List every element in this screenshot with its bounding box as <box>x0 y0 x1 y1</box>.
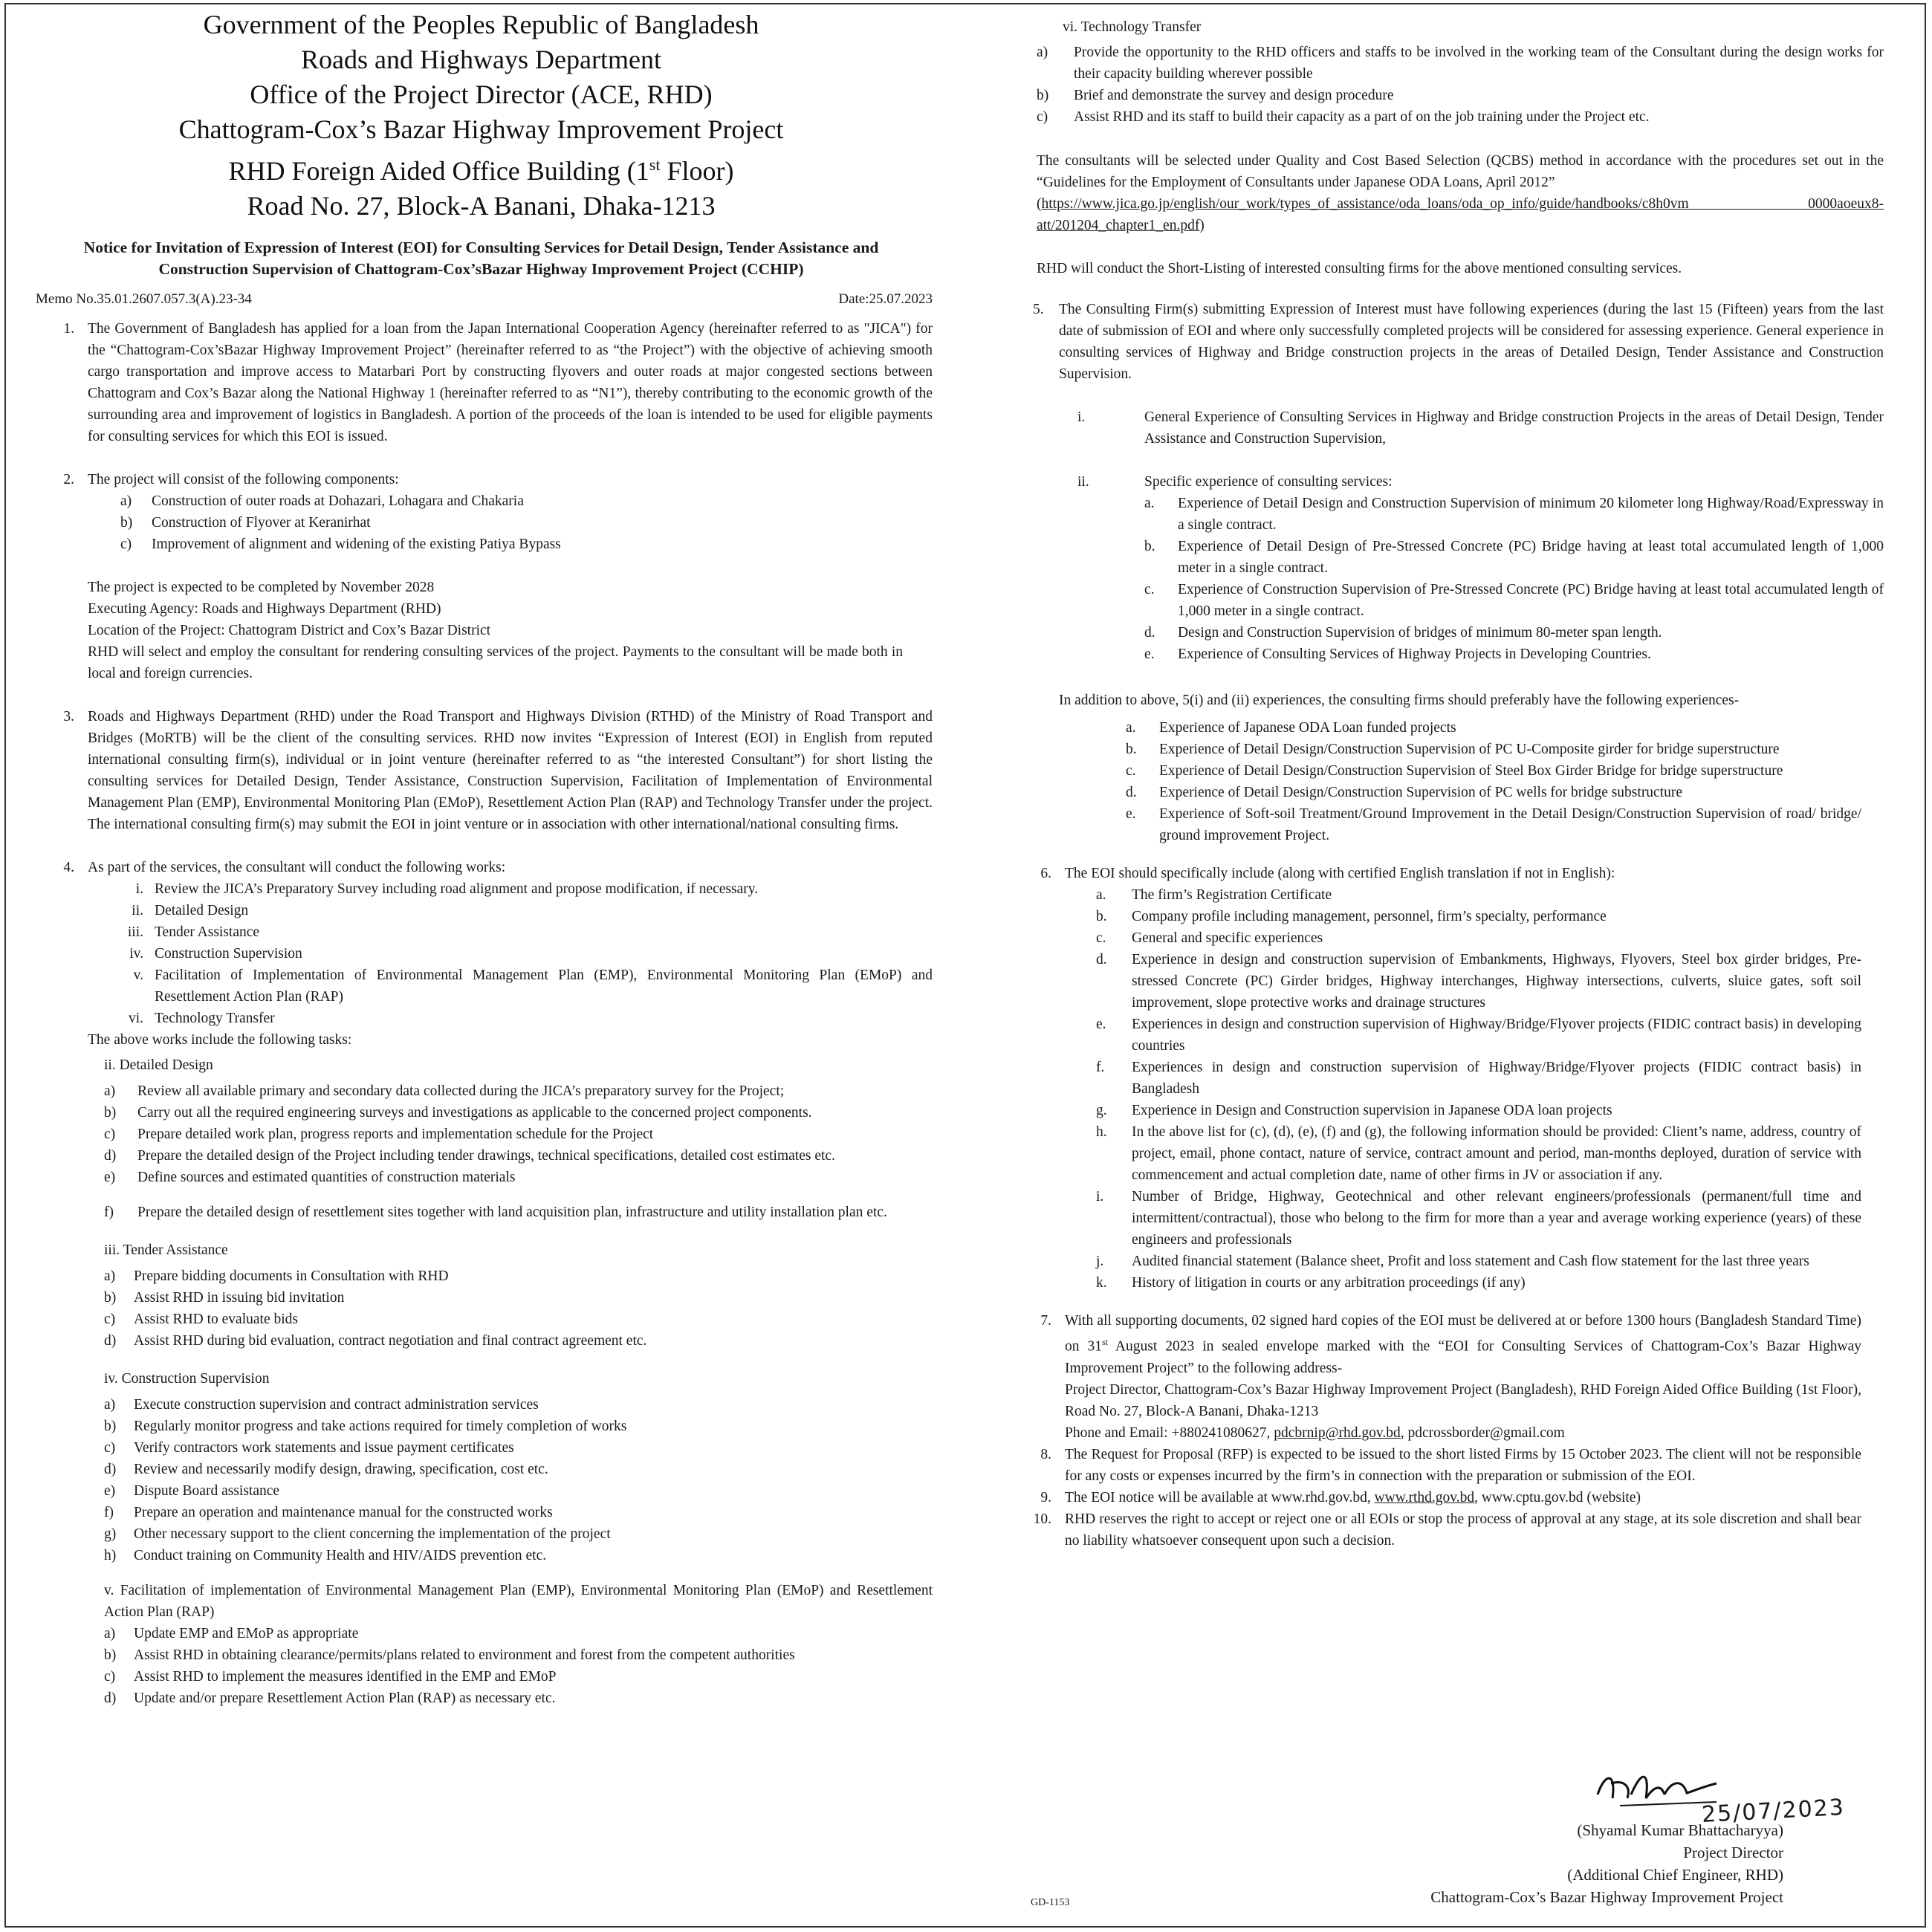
item-text: Experience of Consulting Services of Highway Projects in Developing Countries. <box>1178 646 1651 662</box>
memo-date: Date:25.07.2023 <box>838 291 933 307</box>
section-5-details <box>1029 406 1884 846</box>
item-label: b) <box>104 1419 117 1434</box>
section-number: 7. <box>1040 1313 1051 1329</box>
list-item <box>1037 85 1884 106</box>
item-text: Audited financial statement (Balance sheet, Profit and loss statement and Cash flow statement for the last three years <box>1132 1254 1809 1269</box>
works-list <box>88 878 933 1029</box>
list-item <box>104 1666 933 1688</box>
list-item <box>104 1330 933 1352</box>
item-text: Experience of Japanese ODA Loan funded projects <box>1159 720 1456 736</box>
item-text: Review all available primary and secondary data collected during the JICA’s preparatory survey for the Project; <box>137 1083 785 1099</box>
contact-prefix: Phone and Email: +880241080627, <box>1065 1424 1274 1441</box>
item-label: b. <box>1096 909 1107 924</box>
item-label: c. <box>1144 582 1155 597</box>
item-label: d. <box>1126 785 1137 800</box>
list-item <box>1126 717 1861 739</box>
item-label: i. <box>1096 1189 1104 1205</box>
item-label: i. <box>1077 409 1086 425</box>
list-item <box>104 1480 933 1502</box>
item-label: c) <box>104 1440 116 1456</box>
list-item <box>1096 1186 1861 1251</box>
item-label: vi. <box>128 1011 143 1026</box>
item-text: Facilitation of Implementation of Environmental Management Plan (EMP), Environmental Monitoring Plan (EMoP) and Resettlement Action Plan (RAP) <box>155 967 933 1005</box>
list-item <box>104 1265 933 1287</box>
item-label: b) <box>104 1290 117 1306</box>
item-text: Construction of Flyover at Keranirhat <box>152 515 371 531</box>
item-label: a) <box>104 1397 116 1413</box>
letterhead-line: Government of the Peoples Republic of Bangladesh <box>203 10 759 39</box>
environment-list <box>104 1623 933 1709</box>
item-label: e. <box>1096 1017 1106 1032</box>
section-body <box>1065 1487 1861 1508</box>
item-label: h. <box>1096 1124 1107 1140</box>
list-item <box>104 1523 933 1545</box>
detailed-design-list <box>104 1080 933 1223</box>
list-item <box>104 1145 933 1167</box>
tasks-block <box>30 1054 933 1709</box>
list-item <box>104 1287 933 1309</box>
email-link[interactable]: pdcbrnip@rhd.gov.bd <box>1274 1424 1401 1441</box>
specific-list <box>1059 493 1884 665</box>
section-number: 8. <box>1040 1446 1051 1462</box>
item-label: i. <box>135 881 143 897</box>
item-label: b. <box>1144 539 1155 554</box>
section-9 <box>1029 1487 1884 1508</box>
list-item <box>104 1309 933 1330</box>
list-item <box>104 1623 933 1644</box>
section-number: 1. <box>63 321 74 337</box>
list-item <box>88 965 933 1008</box>
item-text: Prepare detailed work plan, progress reports and implementation schedule for the Project <box>137 1127 654 1142</box>
item-label: c. <box>1126 763 1136 779</box>
addition-text: In addition to above, 5(i) and (ii) experiences, the consulting firms should preferably have the following experiences- <box>1059 693 1740 708</box>
letterhead-line <box>30 147 933 189</box>
item-text: Assist RHD to evaluate bids <box>134 1312 298 1327</box>
section-number: 3. <box>63 709 74 724</box>
delivery-text <box>1065 1310 1861 1379</box>
list-item <box>1144 579 1884 622</box>
item-label: a. <box>1096 887 1106 903</box>
item-text: Prepare the detailed design of the Project including tender drawings, technical specifications, detailed cost estimates etc. <box>137 1148 835 1164</box>
component-list <box>88 490 933 555</box>
signatory-title: Project Director <box>1683 1844 1783 1861</box>
item-text: Number of Bridge, Highway, Geotechnical and other relevant engineers/professionals (permanent/full time and intermittent/contractual), those who belong to the firm for more than a year and average working experience (years) of these engineers and professionals <box>1132 1189 1861 1248</box>
item-label: h) <box>104 1548 117 1563</box>
signature-block <box>1430 1819 1783 1908</box>
section-number: 4. <box>63 860 74 875</box>
contact-separator: , <box>1400 1424 1408 1441</box>
list-item <box>1037 106 1884 128</box>
list-item <box>88 1008 933 1029</box>
section-text: The Government of Bangladesh has applied for a loan from the Japan International Cooperation Agency (hereinafter referred to as "JICA") for the “Chattogram-Cox’sBazar Highway Improvement Project” (hereinafter referred to as “the Project”) with the objective of achieving smooth cargo transportation and improve access to Matarbari Port by constructing flyovers and outer roads at major congested sections between Chattogram and Cox’s Bazar along the National Highway 1 (hereinafter referred to as “N1”), thereby contributing to the economic growth of the surrounding area and improvement of logistics in Bangladesh. A portion of the proceeds of the loan is intended to be used for eligible payments for consulting services for which this EOI is issued. <box>88 321 933 444</box>
list-item <box>1144 536 1884 579</box>
delivery-address: Project Director, Chattogram-Cox’s Bazar Highway Improvement Project (Bangladesh), RHD Foreign Aided Office Building (1st Floor), Road No. 27, Block-A Banani, Dhaka-1213 <box>1065 1381 1861 1419</box>
list-item <box>120 534 933 555</box>
completion-text: The project is expected to be completed by November 2028 <box>88 580 435 595</box>
item-label: ii. <box>1077 474 1089 490</box>
item-label: e. <box>1126 806 1136 822</box>
list-item <box>88 900 933 921</box>
item-text: Construction Supervision <box>155 946 302 962</box>
subsection-heading: v. Facilitation of implementation of Environmental Management Plan (EMP), Environmental Monitoring Plan (EMoP) and Resettlement Action Plan (RAP) <box>104 1583 933 1620</box>
subsection-heading: iii. Tender Assistance <box>104 1242 228 1258</box>
list-item <box>1126 739 1861 760</box>
item-text: Experiences in design and construction supervision of Highway/Bridge/Flyover projects (FIDIC contract basis) in Bangladesh <box>1132 1060 1861 1097</box>
section-text: The Request for Proposal (RFP) is expected to be issued to the short listed Firms by 15 October 2023. The client will not be responsible for any costs or expenses incurred by the firm’s in connection with the preparation or submission of the EOI. <box>1065 1446 1861 1484</box>
item-label: j. <box>1096 1254 1104 1269</box>
list-item <box>104 1545 933 1566</box>
section-number: 5. <box>1033 302 1044 317</box>
item-label: f) <box>104 1205 114 1220</box>
list-item <box>1096 906 1861 927</box>
item-text: Provide the opportunity to the RHD officers and staffs to be involved in the working team of the Consultant during the design works for their capacity building wherever possible <box>1074 45 1884 82</box>
item-text: Experience of Detail Design of Pre-Stressed Concrete (PC) Bridge having at least total accumulated length of 1,000 meter in a single contract. <box>1178 539 1884 576</box>
item-text: Tender Assistance <box>155 924 260 940</box>
item-label: c) <box>104 1669 116 1685</box>
item-text: Experiences in design and construction supervision of Highway/Bridge/Flyover projects (FIDIC contract basis) in developing countries <box>1132 1017 1861 1054</box>
item-text: Assist RHD in issuing bid invitation <box>134 1290 345 1306</box>
superscript: st <box>1101 1337 1108 1347</box>
item-label: v. <box>133 967 143 983</box>
agency-text: Executing Agency: Roads and Highways Department (RHD) <box>88 601 441 617</box>
item-label: d) <box>104 1462 117 1477</box>
subsection-heading: vi. Technology Transfer <box>1063 19 1202 35</box>
letterhead-text: Floor) <box>660 156 734 186</box>
section-body <box>1065 1310 1861 1444</box>
letterhead-line: Chattogram-Cox’s Bazar Highway Improvement Project <box>178 114 784 144</box>
item-label: b) <box>104 1647 117 1663</box>
footer-code: GD-1153 <box>1031 1897 1070 1908</box>
delivery-text-part: August 2023 in sealed envelope marked with the “EOI for Consulting Services of Chattogram-Cox’s Bazar Highway Improvement Project” to the following address- <box>1065 1338 1861 1376</box>
notice-title: Notice for Invitation of Expression of Interest (EOI) for Consulting Services for Detail Design, Tender Assistance and Construction Supervision of Chattogram-Cox’sBazar Highway Improvement Project (CCHIP) <box>83 239 879 278</box>
item-text: Update and/or prepare Resettlement Action Plan (RAP) as necessary etc. <box>134 1690 556 1706</box>
item-text: Specific experience of consulting services: <box>1144 474 1393 490</box>
item-text: Update EMP and EMoP as appropriate <box>134 1626 359 1641</box>
item-text: Design and Construction Supervision of bridges of minimum 80-meter span length. <box>1178 625 1662 641</box>
section-number: 6. <box>1040 866 1051 881</box>
item-label: a) <box>104 1268 116 1284</box>
memo-line <box>30 291 933 308</box>
list-item <box>120 512 933 534</box>
technology-list <box>1029 42 1884 128</box>
right-column <box>1029 0 1884 1552</box>
item-text: Prepare an operation and maintenance manual for the constructed works <box>134 1505 553 1520</box>
tasks-intro: The above works include the following tasks: <box>88 1032 352 1048</box>
item-label: f. <box>1096 1060 1105 1075</box>
item-text: Technology Transfer <box>155 1011 275 1026</box>
item-label: e) <box>104 1170 116 1185</box>
section-text: Roads and Highways Department (RHD) under the Road Transport and Highways Division (RTHD) of the Ministry of Road Transport and Bridges (MoRTB) will be the client of the consulting services. RHD now invites “Expression of Interest (EOI) in English from reputed international consulting firm(s), individual or in joint venture (hereinafter referred to as “the interested Consultant”) for short listing the consulting services for Detailed Design, Tender Assistance, Construction Supervision, Facilitation of Implementation of Environmental Management Plan (EMP), Environmental Monitoring Plan (EMoP), Resettlement Action Plan (RAP) and Technology Transfer under the project. The international consulting firm(s) may submit the EOI in joint venture or in association with other international/national consulting firms. <box>88 709 933 832</box>
delivery-text-part: With all supporting documents, 02 signed hard copies of the EOI must be delivered at or before 1300 hours (Bangladesh Standard Time) on 31 <box>1065 1313 1861 1355</box>
memo-number: Memo No.35.01.2607.057.3(A).23-34 <box>36 291 252 307</box>
item-label: c) <box>104 1127 116 1142</box>
item-label: b) <box>120 515 133 531</box>
section-7 <box>1029 1310 1884 1444</box>
item-label: c) <box>104 1312 116 1327</box>
section-3 <box>30 706 933 835</box>
list-item <box>88 943 933 965</box>
item-text: Assist RHD to implement the measures identified in the EMP and EMoP <box>134 1669 557 1685</box>
item-label: c) <box>120 537 132 552</box>
list-item <box>1096 1272 1861 1294</box>
section-body <box>88 469 933 684</box>
signatory-project: Chattogram-Cox’s Bazar Highway Improvement Project <box>1430 1888 1783 1906</box>
item-text: Review and necessarily modify design, drawing, specification, cost etc. <box>134 1462 548 1477</box>
section-text: RHD reserves the right to accept or reject one or all EOIs or stop the process of approval at any stage, at its sole discretion and shall bear no liability whatsoever consequent upon such a decision. <box>1065 1511 1861 1549</box>
item-text: Review the JICA’s Preparatory Survey including road alignment and propose modification, if necessary. <box>155 881 759 897</box>
section-4 <box>30 857 933 1051</box>
item-label: ii. <box>132 903 143 918</box>
item-label: iii. <box>127 924 143 940</box>
item-label: k. <box>1096 1275 1107 1291</box>
item-label: d) <box>104 1690 117 1706</box>
list-item <box>104 1080 933 1102</box>
list-item <box>1096 1121 1861 1186</box>
list-item <box>104 1644 933 1666</box>
list-item <box>1096 1100 1861 1121</box>
list-item <box>1126 782 1861 803</box>
item-label: d. <box>1096 952 1107 967</box>
letterhead-text: RHD Foreign Aided Office Building (1 <box>228 156 649 186</box>
item-text: Experience of Construction Supervision of Pre-Stressed Concrete (PC) Bridge having at least total accumulated length of 1,000 meter in a single contract. <box>1178 582 1884 619</box>
list-item <box>104 1688 933 1709</box>
item-text: Improvement of alignment and widening of the existing Patiya Bypass <box>152 537 561 552</box>
list-item <box>1126 760 1861 782</box>
eoi-content-list <box>1065 884 1861 1294</box>
item-label: a. <box>1144 496 1155 511</box>
list-item <box>1144 493 1884 536</box>
item-text: Define sources and estimated quantities of construction materials <box>137 1170 516 1185</box>
item-text: Conduct training on Community Health and HIV/AIDS prevention etc. <box>134 1548 547 1563</box>
subsection-heading: iv. Construction Supervision <box>104 1371 270 1387</box>
item-text: Carry out all the required engineering surveys and investigations as applicable to the concerned project components. <box>137 1105 812 1121</box>
item-label: d) <box>104 1148 117 1164</box>
item-text: Verify contractors work statements and issue payment certificates <box>134 1440 514 1456</box>
list-item <box>1144 644 1884 665</box>
item-label: g) <box>104 1526 117 1542</box>
subsection-heading: ii. Detailed Design <box>104 1057 213 1073</box>
item-text: Brief and demonstrate the survey and design procedure <box>1074 88 1394 103</box>
item-label: c) <box>1037 109 1048 125</box>
item-text: Detailed Design <box>155 903 249 918</box>
item-text: Assist RHD and its staff to build their capacity as a part of on the job training under the Project etc. <box>1074 109 1650 125</box>
item-text: Regularly monitor progress and take actions required for timely completion of works <box>134 1419 627 1434</box>
item-text: General Experience of Consulting Services in Highway and Bridge construction Projects in the areas of Detail Design, Tender Assistance and Construction Supervision, <box>1144 409 1884 447</box>
item-text: Prepare the detailed design of resettlement sites together with land acquisition plan, infrastructure and utility installation plan etc. <box>137 1205 887 1220</box>
list-item <box>104 1394 933 1416</box>
section-8 <box>1029 1444 1884 1487</box>
item-text: Prepare bidding documents in Consultation with RHD <box>134 1268 449 1284</box>
list-item <box>1096 949 1861 1014</box>
list-item <box>104 1437 933 1459</box>
item-text: Assist RHD in obtaining clearance/permits/plans related to environment and forest from the competent authorities <box>134 1647 795 1663</box>
item-label: a) <box>104 1626 116 1641</box>
section-body <box>1033 299 1884 385</box>
section-number: 10. <box>1033 1511 1051 1527</box>
item-text: Dispute Board assistance <box>134 1483 280 1499</box>
item-text: The firm’s Registration Certificate <box>1132 887 1332 903</box>
item-label: c. <box>1096 930 1106 946</box>
section-text: The Consulting Firm(s) submitting Expression of Interest must have following experiences (during the last 15 (Fifteen) years from the last date of submission of EOI and where only successfully completed projects will be considered for assessing experience. General experience in consulting services of Highway and Bridge construction projects in the areas of Detailed Design, Tender Assistance and Construction Supervision. <box>1059 302 1884 382</box>
item-text: General and specific experiences <box>1132 930 1323 946</box>
item-text: Company profile including management, personnel, firm’s specialty, performance <box>1132 909 1607 924</box>
list-item <box>104 1167 933 1188</box>
section-1 <box>30 318 933 447</box>
superscript: st <box>649 155 661 174</box>
contact-line <box>1065 1422 1861 1444</box>
item-label: g. <box>1096 1103 1107 1118</box>
section-body <box>88 857 933 1051</box>
selection-method: The consultants will be selected under Quality and Cost Based Selection (QCBS) method in accordance with the procedures set out in the “Guidelines for the Employment of Consultants under Japanese ODA Loans, April 2012” <box>1037 153 1884 190</box>
list-item <box>1096 884 1861 906</box>
specific-experience <box>1059 471 1884 493</box>
list-item <box>88 878 933 900</box>
notice-availability-suffix: , www.cptu.gov.bd (website) <box>1474 1489 1641 1505</box>
section-number: 9. <box>1040 1489 1051 1505</box>
item-label: a. <box>1126 720 1136 736</box>
section-10 <box>1029 1508 1884 1552</box>
item-text: Construction of outer roads at Dohazari, Lohagara and Chakaria <box>152 493 524 509</box>
item-label: b. <box>1126 742 1137 757</box>
signatory-name: (Shyamal Kumar Bhattacharyya) <box>1577 1821 1783 1839</box>
list-item <box>104 1502 933 1523</box>
list-item <box>1096 1251 1861 1272</box>
item-text: Experience of Detail Design/Construction Supervision of PC U-Composite girder for bridge superstructure <box>1159 742 1780 757</box>
item-label: a) <box>120 493 132 509</box>
section-body <box>1065 863 1861 1294</box>
list-item <box>120 490 933 512</box>
item-label: b) <box>104 1105 117 1121</box>
item-text: Execute construction supervision and contract administration services <box>134 1397 539 1413</box>
signatory-rank: (Additional Chief Engineer, RHD) <box>1567 1866 1783 1884</box>
item-text: Experience in design and construction supervision of Embankments, Highways, Flyovers, Steel box girder bridges, Pre-stressed Concrete (PC) Girder bridges, Highway interchanges, Highway intersections, culverts, sluice gates, soft soil improvement, slope protective works and drainage structures <box>1132 952 1861 1011</box>
section-number: 2. <box>63 472 74 487</box>
item-label: d) <box>104 1333 117 1349</box>
item-label: e) <box>104 1483 116 1499</box>
list-item <box>104 1459 933 1480</box>
list-item <box>88 921 933 943</box>
email-text: pdcrossborder@gmail.com <box>1407 1424 1565 1441</box>
section-2 <box>30 469 933 684</box>
general-experience <box>1059 406 1884 450</box>
list-item <box>104 1102 933 1124</box>
item-label: iv. <box>129 946 143 962</box>
list-item <box>1096 1014 1861 1057</box>
item-text: Experience of Detail Design/Construction Supervision of Steel Box Girder Bridge for bridge superstructure <box>1159 763 1783 779</box>
section-5 <box>1029 299 1884 385</box>
tender-list <box>104 1265 933 1352</box>
item-label: a) <box>104 1083 116 1099</box>
item-text: In the above list for (c), (d), (e), (f) and (g), the following information should be provided: Client’s name, address, country of project, email, phone contact, nature of service, contract amount and period, man-months deployed, duration of service with commencement and actual completion date, name of other firms in JV or association if any. <box>1132 1124 1861 1183</box>
guidelines-link[interactable]: (https://www.jica.go.jp/english/our_work/types_of_assistance/oda_loans/oda_op_info/guide/handbooks/c8h0vm 0000aoeux8-att/201204_chapter1_en.pdf) <box>1037 196 1884 233</box>
notice-availability-text: The EOI notice will be available at www.rhd.gov.bd, <box>1065 1489 1375 1505</box>
website-link[interactable]: www.rthd.gov.bd <box>1374 1489 1475 1505</box>
item-text: History of litigation in courts or any arbitration proceedings (if any) <box>1132 1275 1526 1291</box>
section-5-text-row <box>1033 299 1884 385</box>
shortlisting-note: RHD will conduct the Short-Listing of interested consulting firms for the above mentioned consulting services. <box>1037 261 1682 276</box>
item-text: Assist RHD during bid evaluation, contract negotiation and final contract agreement etc. <box>134 1333 647 1349</box>
section-intro: As part of the services, the consultant will conduct the following works: <box>88 860 506 875</box>
list-item <box>1037 42 1884 85</box>
payment-text: RHD will select and employ the consultant for rendering consulting services of the project. Payments to the consultant will be made both in local and foreign currencies. <box>88 644 903 681</box>
item-label: d. <box>1144 625 1155 641</box>
item-text: Experience of Detail Design/Construction Supervision of PC wells for bridge substructure <box>1159 785 1683 800</box>
letterhead-line: Road No. 27, Block-A Banani, Dhaka-1213 <box>247 191 716 221</box>
item-label: a) <box>1037 45 1048 60</box>
list-item <box>1126 803 1861 846</box>
item-label: b) <box>1037 88 1049 103</box>
section-intro: The EOI should specifically include (along with certified English translation if not in English): <box>1065 866 1615 881</box>
item-text: Other necessary support to the client concerning the implementation of the project <box>134 1526 611 1542</box>
letterhead-line: Office of the Project Director (ACE, RHD) <box>250 80 713 109</box>
supervision-list <box>104 1394 933 1566</box>
left-column <box>30 0 933 1709</box>
section-intro: The project will consist of the following components: <box>88 472 399 487</box>
list-item <box>104 1416 933 1437</box>
item-label: f) <box>104 1505 114 1520</box>
item-label: e. <box>1144 646 1155 662</box>
list-item <box>104 1202 933 1223</box>
list-item <box>1096 1057 1861 1100</box>
letterhead <box>30 7 933 224</box>
list-item <box>1144 622 1884 644</box>
location-text: Location of the Project: Chattogram District and Cox’s Bazar District <box>88 623 491 638</box>
preferred-list <box>1059 717 1884 846</box>
letterhead-line: Roads and Highways Department <box>301 45 661 74</box>
list-item <box>1096 927 1861 949</box>
item-text: Experience in Design and Construction supervision in Japanese ODA loan projects <box>1132 1103 1612 1118</box>
list-item <box>104 1124 933 1145</box>
handwritten-date: 25/07/2023 <box>1701 1794 1846 1829</box>
section-6 <box>1029 863 1884 1294</box>
item-text: Experience of Soft-soil Treatment/Ground Improvement in the Detail Design/Construction Supervision of road/ bridge/ ground improvement Project. <box>1159 806 1861 843</box>
item-text: Experience of Detail Design and Construction Supervision of minimum 20 kilometer long Highway/Road/Expressway in a single contract. <box>1178 496 1884 533</box>
